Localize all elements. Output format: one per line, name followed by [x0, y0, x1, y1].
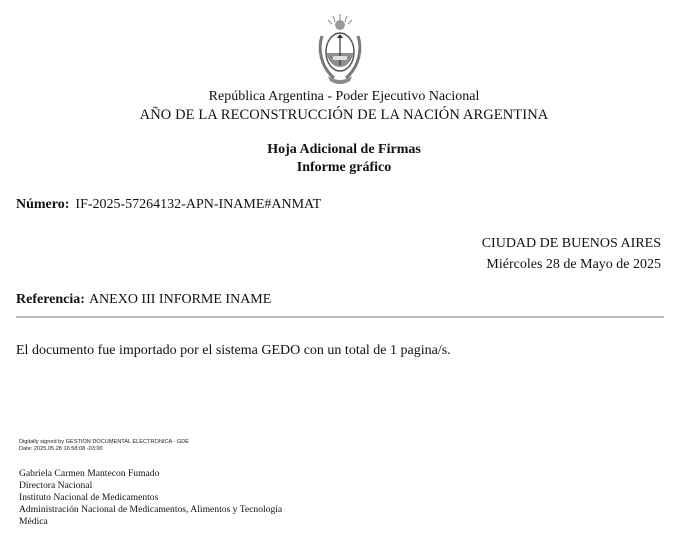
signer-position: Directora Nacional: [19, 480, 93, 491]
signer-institute: Instituto Nacional de Medicamentos: [19, 492, 159, 503]
referencia-label: Referencia:: [16, 292, 85, 307]
document-subtitle: Informe gráfico: [296, 160, 392, 175]
document-number: [16, 197, 321, 213]
date: Miércoles 28 de Mayo de 2025: [486, 257, 661, 272]
header-line-2: AÑO DE LA RECONSTRUCCIÓN DE LA NACIÓN ARGENTINA: [139, 107, 549, 123]
signature-line-1: Digitally signed by GESTION DOCUMENTAL ELECTRONICA - GDE: [19, 439, 190, 445]
body-text: El documento fue importado por el sistema GEDO con un total de 1 pagina/s.: [16, 343, 451, 358]
numero-label: Número:: [16, 197, 70, 212]
signer-block: [19, 468, 282, 528]
signature-date: Date: 2025.05.28 16:58:08 -03:00: [19, 446, 103, 452]
referencia-value: ANEXO III INFORME INAME: [88, 292, 272, 307]
signer-agency-line-1: Administración Nacional de Medicamentos, Alimentos y Tecnología: [19, 504, 283, 515]
city: CIUDAD DE BUENOS AIRES: [481, 236, 661, 251]
header-line-1: República Argentina - Poder Ejecutivo Nacional: [208, 89, 480, 104]
numero-value: IF-2025-57264132-APN-INAME#ANMAT: [75, 197, 322, 212]
digital-signature-stamp: [19, 439, 189, 453]
document-title: Hoja Adicional de Firmas: [267, 142, 421, 157]
signer-agency-line-2: Médica: [19, 516, 48, 527]
coat-of-arms-icon: [316, 12, 364, 88]
reference: [16, 292, 271, 308]
divider: [16, 316, 664, 318]
signer-name: Gabriela Carmen Mantecon Fumado: [19, 468, 160, 479]
